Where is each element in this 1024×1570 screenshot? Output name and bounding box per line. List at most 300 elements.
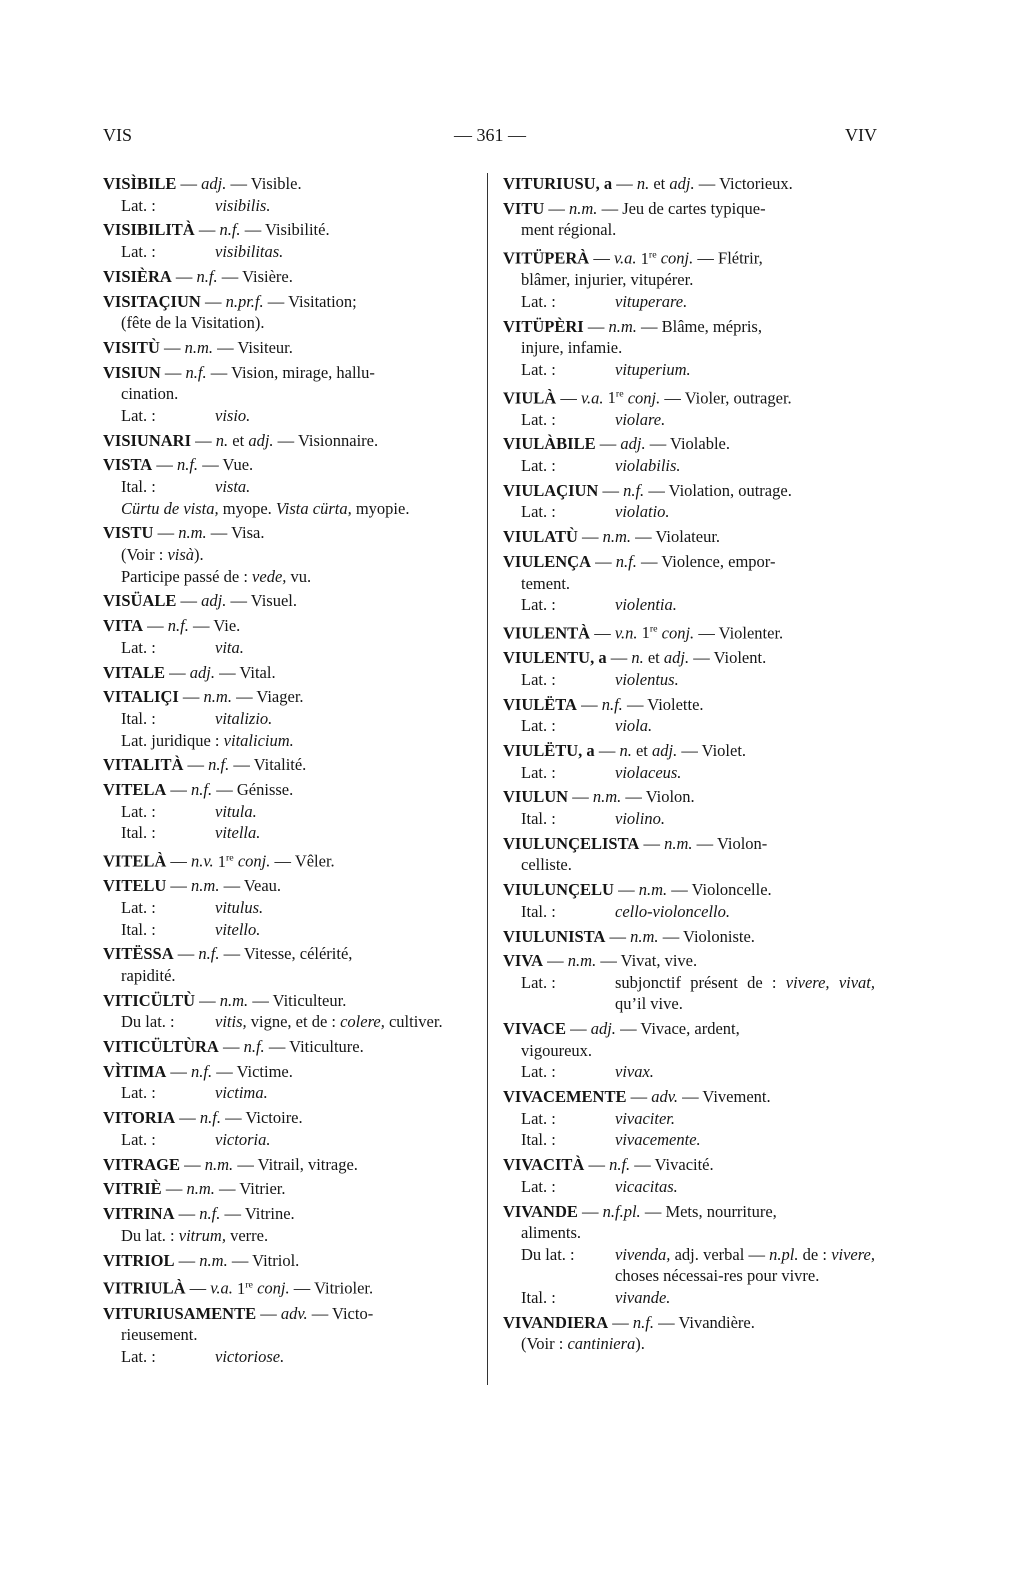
entry-headline: VITELÀ — n.v. 1re conj. — Vêler. <box>103 851 335 871</box>
definition: Viager. <box>256 687 304 707</box>
etymology-part: vivenda, <box>615 1244 671 1264</box>
definition: Violet. <box>701 741 747 760</box>
etymology-value: violino. <box>615 808 665 828</box>
grammar-label: n.f. <box>632 1312 654 1332</box>
definition-continuation: cination. <box>121 384 179 404</box>
dictionary-entry <box>503 1086 875 1151</box>
dictionary-entry <box>103 686 473 751</box>
definition: Visière. <box>242 266 293 286</box>
entry-headline: VITËSSA — n.f. — Vitesse, célérité, <box>103 944 353 964</box>
etymology-value: violatio. <box>615 502 670 522</box>
definition: Vitrine. <box>244 1204 295 1224</box>
definition: Visible. <box>250 174 302 193</box>
etymology-value: vituperare. <box>615 291 688 311</box>
dictionary-entry <box>103 1274 473 1299</box>
etymology-value: visibilis. <box>215 195 271 215</box>
grammar-label-3: conj. <box>257 1278 290 1298</box>
etymology-language: Ital. : <box>121 477 156 497</box>
etymology-value: victoriose. <box>215 1346 285 1366</box>
etymology-language: Ital. : <box>521 808 556 828</box>
etymology-part: vivere, <box>785 972 830 992</box>
note-text: vu. <box>286 566 312 586</box>
etymology-language: Lat. : <box>521 359 556 379</box>
dictionary-entry <box>103 266 473 288</box>
entry-headline: VISÜALE — adj. — Visuel. <box>103 591 297 611</box>
dictionary-entry <box>103 1036 473 1058</box>
note-text: Lat. juridique : <box>121 730 224 750</box>
etymology-line <box>103 1011 473 1033</box>
etymology-part: vitis, <box>215 1012 247 1032</box>
definition-continuation: ment régional. <box>521 220 617 240</box>
definition: Vie. <box>213 616 241 636</box>
etymology-part: cultiver. <box>384 1012 443 1032</box>
etymology-line <box>503 359 875 381</box>
page-header <box>103 125 877 149</box>
etymology-value: vitello. <box>215 919 261 939</box>
headword: VÌTIMA <box>103 1061 167 1081</box>
grammar-label: n. <box>636 174 650 193</box>
etymology-language: Lat. : <box>521 1108 556 1128</box>
headword: VITALE <box>103 662 166 682</box>
dictionary-entry <box>103 615 473 658</box>
entry-headline: VITRIÈ — n.m. — Vitrier. <box>103 1179 286 1199</box>
entry-headline: VIULËTU, a — n. et adj. — Violet. <box>503 741 747 760</box>
etymology-line <box>503 1287 875 1309</box>
etymology-line <box>503 1129 875 1151</box>
entry-headline: VITRIOL — n.m. — Vitriol. <box>103 1250 300 1270</box>
etymology-language: Lat. : <box>521 456 556 476</box>
headword: VIULÀ <box>503 388 557 408</box>
headword: VIULUNÇELU <box>503 880 614 900</box>
entry-headline: VIULUNISTA — n.m. — Violoniste. <box>503 926 755 946</box>
definition: Mets, nourriture, <box>665 1201 777 1221</box>
etymology-value: vita. <box>215 637 244 657</box>
left-column <box>103 173 473 1371</box>
grammar-label: adj. <box>620 434 646 454</box>
grammar-label: n.m. <box>204 1154 234 1174</box>
definition: Violable. <box>670 434 730 454</box>
dictionary-entry <box>103 875 473 940</box>
etymology-value: vivacemente. <box>615 1130 701 1150</box>
grammar-label: n.m. <box>664 833 693 853</box>
etymology-line <box>103 195 473 217</box>
etymology-language: Lat. : <box>521 409 556 429</box>
headword: VITÜPÈRI <box>503 316 584 336</box>
definition: Visitation; <box>288 291 357 311</box>
dictionary-entry <box>103 1178 473 1200</box>
etymology-value: vivaciter. <box>615 1108 676 1128</box>
definition: Violer, outrager. <box>684 388 792 408</box>
etymology-value: vitula. <box>215 801 257 821</box>
etymology-language: Lat. : <box>521 669 556 689</box>
usage-note-gloss: myope. <box>218 498 276 518</box>
definition-continuation: celliste. <box>521 855 572 875</box>
definition: Victoire. <box>245 1108 303 1128</box>
entry-headline: VIVACEMENTE — adv. — Vivement. <box>503 1087 771 1107</box>
usage-note-gloss: myopie. <box>351 498 410 518</box>
etymology-line <box>103 822 473 844</box>
etymology-line <box>503 1244 875 1287</box>
etymology-part: vivat, <box>838 972 876 992</box>
right-column <box>503 173 875 1358</box>
grammar-label: n.m. <box>602 527 632 547</box>
dictionary-entry <box>503 1018 875 1083</box>
entry-headline: VÌTIMA — n.f. — Victime. <box>103 1061 293 1081</box>
dictionary-entry <box>503 926 875 948</box>
note-line <box>103 544 473 566</box>
definition: Vitrioler. <box>314 1278 374 1298</box>
definition-continuation: blâmer, injurier, vitupérer. <box>521 270 694 290</box>
grammar-label: n.f. <box>198 944 220 964</box>
grammar-label: n.pr.f. <box>225 291 264 311</box>
headword: VISITAÇIUN <box>103 291 201 311</box>
etymology-line <box>503 1061 875 1083</box>
headword: VIULENÇA <box>503 552 592 571</box>
grammar-label-2: et <box>635 741 648 760</box>
headword: VITELU <box>103 876 167 896</box>
headword: VIVACITÀ <box>503 1155 585 1175</box>
headword: VIVANDIERA <box>503 1312 609 1332</box>
entry-headline: VIULENÇA — n.f. — Violence, empor- <box>503 552 776 571</box>
dictionary-entry <box>103 1154 473 1176</box>
entry-headline: VITALIÇI — n.m. — Viager. <box>103 687 304 707</box>
definition: Flétrir, <box>718 248 763 268</box>
header-right-guide-word: VIV <box>845 125 877 145</box>
headword: VITRIÈ <box>103 1179 162 1199</box>
etymology-language: Lat. : <box>121 195 156 215</box>
etymology-language: Lat. : <box>121 1083 156 1103</box>
grammar-label: n.v. <box>191 851 214 871</box>
grammar-label-2: et <box>647 648 660 668</box>
etymology-line <box>103 1346 473 1368</box>
etymology-part: n.pl. <box>769 1244 799 1264</box>
definition: Vitriol. <box>252 1250 300 1270</box>
etymology-value: victima. <box>215 1083 268 1103</box>
etymology-language: Lat. : <box>521 595 556 615</box>
grammar-label: n.m. <box>219 990 249 1010</box>
etymology-line <box>503 972 875 1015</box>
entry-headline: VITÜPERÀ — v.a. 1re conj. — Flétrir, <box>503 248 763 268</box>
dictionary-entry <box>503 526 875 548</box>
definition-continuation: rapidité. <box>121 965 176 985</box>
etymology-part: colere, <box>340 1012 385 1032</box>
headword: VISTU <box>103 523 154 543</box>
etymology-line <box>103 476 473 498</box>
headword: VIULÀBILE <box>503 434 596 454</box>
dictionary-entry <box>103 1250 473 1272</box>
etymology-value: viola. <box>615 716 653 736</box>
definition: Vitalité. <box>253 755 307 775</box>
definition: Vitrier. <box>239 1179 286 1199</box>
entry-headline: VITORIA — n.f. — Victoire. <box>103 1108 303 1128</box>
headword: VIULAÇIUN <box>503 480 599 500</box>
entry-headline: VIULUN — n.m. — Violon. <box>503 787 695 807</box>
etymology-line <box>103 801 473 823</box>
entry-headline: VIVANDIERA — n.f. — Vivandière. <box>503 1312 755 1332</box>
etymology-language: Lat. : <box>121 801 156 821</box>
definition: Violateur. <box>655 527 721 547</box>
grammar-label: adj. <box>189 662 216 682</box>
dictionary-entry <box>103 662 473 684</box>
dictionary-entry <box>503 480 875 523</box>
entry-headline: VIVA — n.m. — Vivat, vive. <box>503 951 698 971</box>
headword: VISÜALE <box>103 591 177 611</box>
grammar-label: n.m. <box>630 926 659 946</box>
headword: VIULËTA <box>503 694 577 714</box>
grammar-label: adj. <box>201 591 227 611</box>
etymology-line <box>503 1108 875 1130</box>
grammar-label: n.f. <box>609 1155 631 1175</box>
note-text: (Voir : <box>521 1334 568 1354</box>
entry-headline: VITRAGE — n.m. — Vitrail, vitrage. <box>103 1154 358 1174</box>
grammar-label-3: adj. <box>669 174 695 193</box>
note-text: ). <box>194 545 204 564</box>
usage-note-term: Vista cürta, <box>275 498 352 518</box>
grammar-label: n.f. <box>196 266 218 286</box>
grammar-label-2: 1re <box>237 1278 253 1298</box>
grammar-label: n.f. <box>623 480 645 500</box>
headword: VITELÀ <box>103 851 167 871</box>
dictionary-entry <box>103 943 473 986</box>
dictionary-entry <box>103 1061 473 1104</box>
etymology-line <box>503 762 875 784</box>
etymology-part: vivere, <box>831 1244 875 1264</box>
headword: VITICÜLTÙRA <box>103 1037 219 1057</box>
definition: Visibilité. <box>265 220 330 240</box>
headword: VIVA <box>503 951 544 971</box>
etymology-line <box>503 715 875 737</box>
entry-headline: VIULATÙ — n.m. — Violateur. <box>503 527 721 547</box>
definition-continuation: injure, infamie. <box>521 338 623 358</box>
definition: Génisse. <box>236 780 294 800</box>
etymology-part: de : <box>798 1244 832 1264</box>
etymology-line <box>503 501 875 523</box>
etymology-value: violare. <box>615 409 666 429</box>
etymology-line <box>103 897 473 919</box>
grammar-label: n.f. <box>601 694 623 714</box>
note-text: (Voir : <box>121 545 168 564</box>
etymology-part: qu’il vive. <box>615 994 683 1014</box>
etymology-language: Du lat. : <box>521 1244 575 1264</box>
etymology-value: visibilitas. <box>215 241 284 261</box>
grammar-label: n.f. <box>199 1108 221 1128</box>
definition: Vivat, vive. <box>620 951 698 971</box>
headword: VITËSSA <box>103 944 174 964</box>
note-line <box>103 566 473 588</box>
grammar-label: n.f. <box>615 552 637 571</box>
headword: VIULUNÇELISTA <box>503 833 640 853</box>
grammar-label: n.f. <box>199 1204 221 1224</box>
entry-headline: VITU — n.m. — Jeu de cartes typique- <box>503 198 766 218</box>
headword: VIULENTU, a <box>503 648 607 668</box>
grammar-label-3: adj. <box>663 648 690 668</box>
headword: VISIUN <box>103 362 161 382</box>
etymology-part: choses nécessai-res pour vivre. <box>615 1266 820 1286</box>
grammar-label: adj. <box>201 174 227 193</box>
definition: Blâme, mépris, <box>661 316 762 336</box>
headword: VIVACE <box>503 1019 566 1039</box>
grammar-label: v.a. <box>210 1278 233 1298</box>
etymology-value: violaceus. <box>615 762 682 782</box>
note-text: Participe passé de : <box>121 566 253 586</box>
grammar-label-2: 1re <box>641 623 658 643</box>
headword: VISIÈRA <box>103 266 172 286</box>
dictionary-entry <box>503 647 875 690</box>
entry-headline: VISTU — n.m. — Visa. <box>103 523 265 543</box>
entry-headline: VIVACITÀ — n.f. — Vivacité. <box>503 1155 714 1175</box>
definition-continuation: tement. <box>521 573 571 593</box>
definition: Vivement. <box>702 1087 771 1107</box>
entry-headline: VISITAÇIUN — n.pr.f. — Visitation; <box>103 291 357 311</box>
etymology-value: violentia. <box>615 595 677 615</box>
etymology-language: Lat. : <box>521 1176 556 1196</box>
dictionary-entry <box>103 430 473 452</box>
headword: VITRIOL <box>103 1250 175 1270</box>
definition: Visionnaire. <box>298 430 379 450</box>
grammar-label-2: et <box>653 174 666 193</box>
etymology-value <box>615 972 875 1015</box>
entry-headline: VITRIULÀ — v.a. 1re conj. — Vitrioler. <box>103 1278 374 1298</box>
grammar-label: n.m. <box>186 1179 215 1199</box>
definition: Vêler. <box>294 851 335 871</box>
entry-headline: VITALE — adj. — Vital. <box>103 662 276 682</box>
grammar-label: n.f. <box>191 780 213 800</box>
etymology-value: vista. <box>215 477 251 497</box>
grammar-label-3: adj. <box>651 741 678 760</box>
definition: Vision, mirage, hallu- <box>231 362 375 382</box>
headword: VISTA <box>103 455 153 475</box>
definition-continuation: (fête de la Visitation). <box>121 313 265 333</box>
dictionary-entry <box>503 316 875 381</box>
dictionary-entry <box>103 1303 473 1368</box>
dictionary-entry <box>503 879 875 922</box>
headword: VITRIULÀ <box>103 1278 186 1298</box>
etymology-line <box>103 919 473 941</box>
entry-headline: VITÜPÈRI — n.m. — Blâme, mépris, <box>503 316 762 336</box>
definition-continuation: rieusement. <box>121 1325 198 1345</box>
definition: Violon- <box>716 833 768 853</box>
dictionary-entry <box>503 433 875 476</box>
grammar-label: n. <box>631 648 644 668</box>
etymology-value: vitulus. <box>215 897 264 917</box>
etymology-line <box>503 409 875 431</box>
etymology-language: Lat. : <box>521 972 556 992</box>
etymology-value: vicacitas. <box>615 1176 678 1196</box>
entry-headline: VIVACE — adj. — Vivace, ardent, <box>503 1019 740 1039</box>
etymology-part: vigne, et de : <box>246 1012 341 1032</box>
grammar-label: n.m. <box>184 337 214 357</box>
entry-headline: VITRINA — n.f. — Vitrine. <box>103 1204 295 1224</box>
grammar-label-3: adj. <box>248 430 274 450</box>
grammar-label: n.m. <box>638 880 668 900</box>
dictionary-entry <box>503 786 875 829</box>
etymology-language: Lat. : <box>521 502 556 522</box>
headword: VISÌBILE <box>103 174 177 193</box>
grammar-label: n. <box>619 741 632 760</box>
entry-headline: VIULËTA — n.f. — Violette. <box>503 694 704 714</box>
entry-headline: VIULENTU, a — n. et adj. — Violent. <box>503 648 767 668</box>
etymology-language: Lat. : <box>121 1129 156 1149</box>
etymology-value: vituperium. <box>615 359 691 379</box>
entry-headline: VIULAÇIUN — n.f. — Violation, outrage. <box>503 480 792 500</box>
definition: Visuel. <box>250 591 297 611</box>
etymology-language: Lat. : <box>521 762 556 782</box>
etymology-part <box>830 973 839 992</box>
dictionary-entry <box>103 990 473 1033</box>
etymology-value: victoria. <box>215 1129 271 1149</box>
headword: VISIBILITÀ <box>103 220 195 240</box>
etymology-line <box>103 637 473 659</box>
grammar-label: n.m. <box>592 787 622 807</box>
definition: Veau. <box>243 876 282 896</box>
headword: VITALITÀ <box>103 755 184 775</box>
dictionary-entry <box>103 337 473 359</box>
definition: Visa. <box>231 523 265 543</box>
definition: Vivandière. <box>678 1312 755 1332</box>
dictionary-entry <box>103 362 473 427</box>
etymology-value: cello-violoncello. <box>615 901 730 921</box>
header-left-guide-word: VIS <box>103 125 133 145</box>
grammar-label-3: conj. <box>237 851 271 871</box>
definition: Violation, outrage. <box>668 480 792 500</box>
etymology-part: adj. verbal — <box>670 1244 770 1264</box>
grammar-label: adv. <box>651 1087 678 1107</box>
entry-headline: VIULUNÇELU — n.m. — Violoncelle. <box>503 880 772 900</box>
page-number: — 361 — <box>454 125 526 145</box>
entry-headline: VISTA — n.f. — Vue. <box>103 455 254 475</box>
dictionary-entry <box>503 950 875 1015</box>
grammar-label: n.f. <box>176 455 199 475</box>
grammar-label: n.f. <box>219 220 241 240</box>
usage-note-term: Cürtu de vista, <box>121 498 219 518</box>
headword: VITURIUSAMENTE <box>103 1303 257 1323</box>
etymology-language: Lat. : <box>121 637 156 657</box>
entry-headline: VIULÀBILE — adj. — Violable. <box>503 434 730 454</box>
grammar-label-2: et <box>232 430 245 450</box>
headword: VITURIUSU, a <box>503 174 613 193</box>
dictionary-entry <box>103 1107 473 1150</box>
grammar-label: v.n. <box>614 623 638 643</box>
grammar-label-3: conj. <box>661 623 695 643</box>
note-term: vitalicium. <box>223 730 294 750</box>
definition: Vital. <box>239 662 276 682</box>
definition: Viticulture. <box>289 1037 364 1057</box>
entry-headline: VITELU — n.m. — Veau. <box>103 876 282 896</box>
etymology-line <box>503 669 875 691</box>
headword: VITELA <box>103 780 167 800</box>
etymology-line <box>503 1176 875 1198</box>
entry-headline: VIULUNÇELISTA — n.m. — Violon- <box>503 833 768 853</box>
headword: VITA <box>103 616 144 636</box>
definition: Vue. <box>222 455 254 475</box>
etymology-line <box>503 291 875 313</box>
definition: Violoniste. <box>683 926 755 946</box>
entry-headline: VISIUN — n.f. — Vision, mirage, hallu- <box>103 362 375 382</box>
definition: Violenter. <box>718 623 784 643</box>
entry-headline: VISITÙ — n.m. — Visiteur. <box>103 337 293 357</box>
etymology-value: vitalizio. <box>215 708 273 728</box>
dictionary-entry <box>503 694 875 737</box>
dictionary-entry <box>103 173 473 216</box>
definition: Vitesse, célérité, <box>243 944 353 964</box>
grammar-label: v.a. <box>613 248 637 268</box>
entry-headline: VISIBILITÀ — n.f. — Visibilité. <box>103 220 330 240</box>
note-term: vede, <box>252 566 287 586</box>
definition: Victo- <box>332 1303 374 1323</box>
entry-headline: VITELA — n.f. — Génisse. <box>103 780 294 800</box>
definition: Vivacité. <box>654 1155 714 1175</box>
headword: VITORIA <box>103 1108 176 1128</box>
